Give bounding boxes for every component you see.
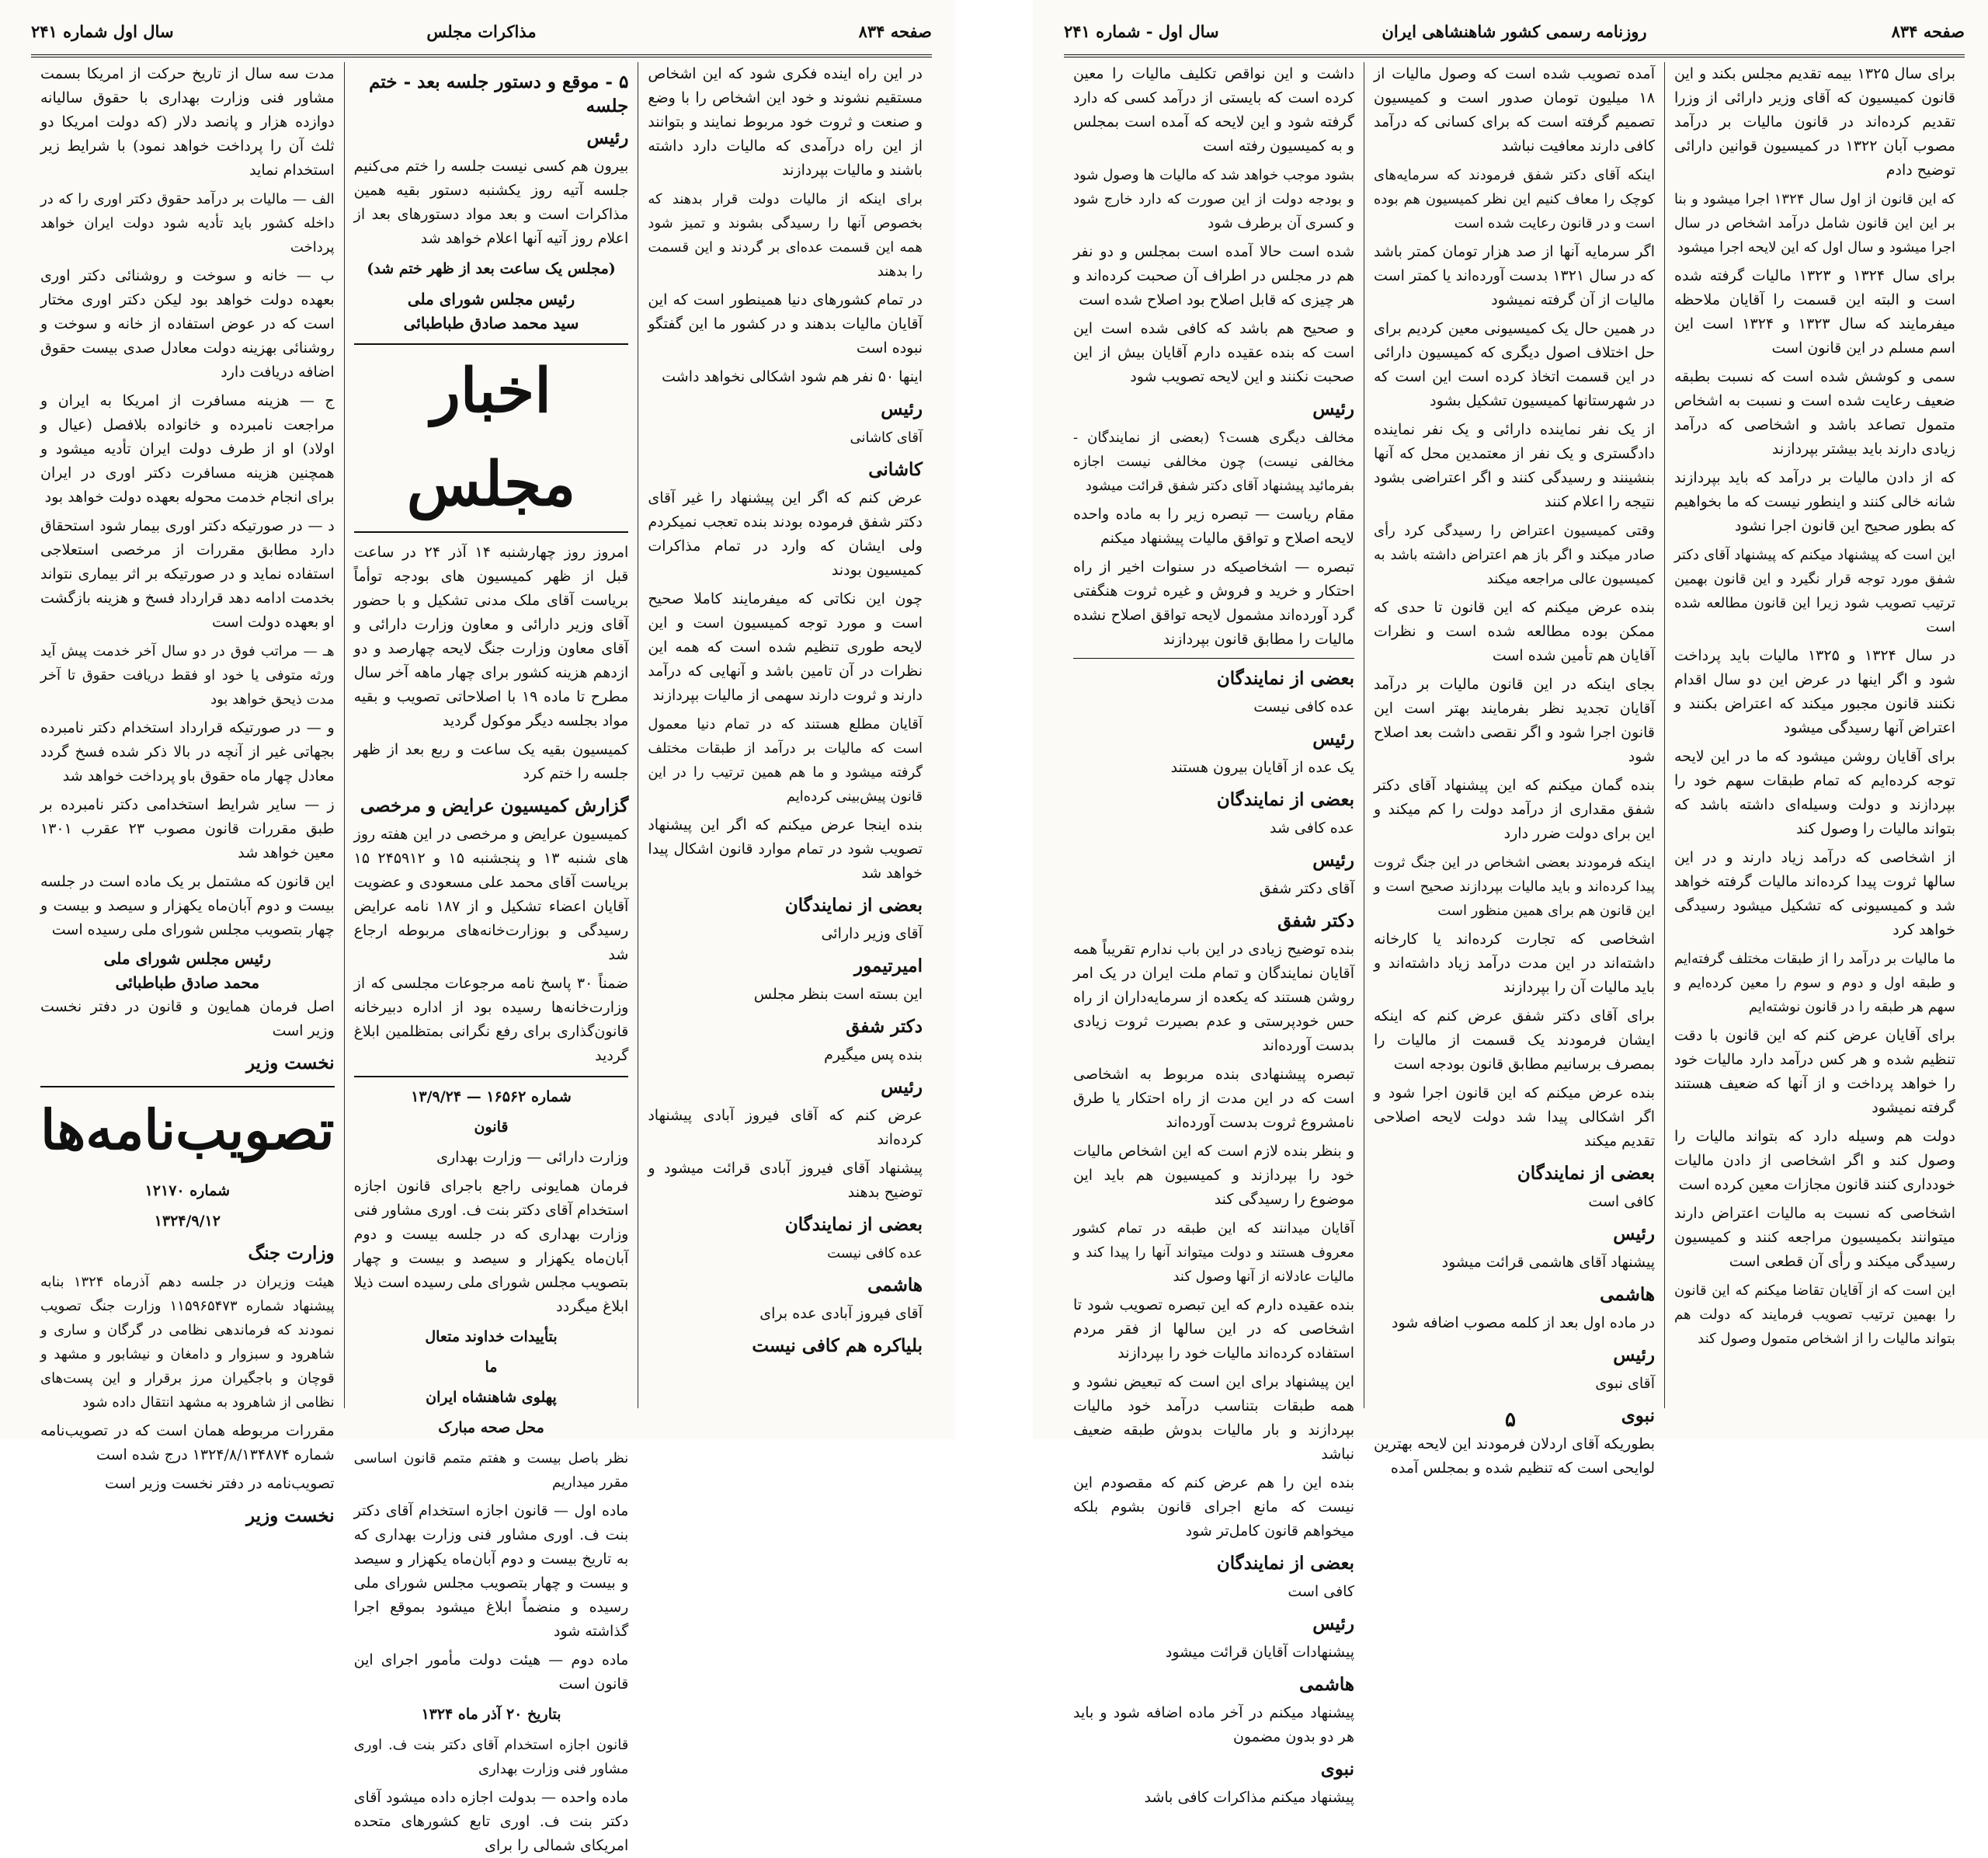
right-columns (1064, 62, 1965, 1806)
speaker-text: کافی است (1588, 1193, 1655, 1210)
speaker-name: رئیس (1312, 729, 1354, 750)
paragraph: بشود موجب خواهد شد که مالیات ها وصول شود و بودجه دولت از این صورت که دارد خارج شود و کسری آن برطرف شود (1073, 167, 1354, 231)
speaker-text: آقای فیروز آبادی عده برای (759, 1305, 923, 1322)
speaker-name: هاشمی (1600, 1284, 1655, 1305)
speaker-text: آقای کاشانی (850, 430, 923, 446)
paragraph: این است که پیشنهاد میکنم که پیشنهاد آقای دکتر شفق مورد توجه قرار نگیرد و این قانون بهمین ترتیب تصویب شود زیرا این قانون مطالعه شده است (1674, 547, 1955, 635)
speaker-name: رئیس (1312, 398, 1354, 419)
paragraph: در همین حال یک کمیسیونی معین کردیم برای حل اختلاف اصول دیگری که کمیسیون دارائی در این قسمت اتخاذ کرده است این است که در شهرستانها کمیسیون تشکیل بشود (1374, 320, 1655, 409)
speaker-text: کافی است (1288, 1583, 1354, 1600)
speaker-name: بعضی از نمایندگان (784, 895, 923, 916)
paragraph: این است که از آقایان تقاضا میکنم که این قانون را بهمین ترتیب تصویب فرمایند که دولت هم بتواند مالیات را از اشخاص متمول وصول کند (1674, 1282, 1955, 1347)
paragraph: در این راه اینده فکری شود که این اشخاص مستقیم نشوند و خود این اشخاص را با وضع و صنعت و ثروت خود مربوط نمایند و بتوانند از این راه درآمدی که مالیات دارد داشته باشند و مالیات بپردازند (648, 65, 923, 179)
law-heading: قانون (474, 1119, 509, 1136)
left-column-2 (344, 62, 638, 1854)
paragraph: د — در صورتیکه دکتر اوری بیمار شود استحقاق دارد مطابق مقررات از مرخصی استعلاجی استفاده نماید و در صورتیکه بر اثر بیماری نتواند بخدمت ادامه دهد قرارداد فسخ و هزینه بازگشت او بعهده دولت است (40, 517, 335, 631)
paragraph: بنده عرض میکنم که این قانون تا حدی که ممکن بوده مطالعه شده است و نظرات آقایان هم تأمین شده است (1374, 599, 1655, 664)
paragraph: امروز روز چهارشنبه ۱۴ آذر ۲۴ در ساعت قبل از ظهر کمیسیون های بودجه توأماً بریاست آقای ملک مدنی تشکیل و با حضور آقای وزیر دارائی و معاون وزارت دارائی و آقای معاون وزارت جنگ لایحه چهارصد و دو ازدهم هزینه کشور برای چهار ماهه آخر سال مطرح تا ماده ۱۹ با اصلاحاتی تصویب و بقیه مواد بجلسه دیگر موکول گردید (353, 544, 629, 729)
left-newspaper-page (0, 0, 955, 1854)
speaker-name: بلیاکره هم کافی نیست (752, 1335, 923, 1356)
right-column-3 (1064, 62, 1364, 1806)
paragraph: الف — مالیات بر درآمد حقوق دکتر اوری را که در داخله کشور باید تأدیه شود دولت ایران خواهد پرداخت (40, 191, 335, 256)
paragraph: مقام ریاست — تبصره زیر را به ماده واحده لایحه اصلاح و تواقق مالیات پیشنهاد میکنم (1073, 506, 1354, 547)
paragraph: ماده اول — قانون اجازه استخدام آقای دکتر بنت ف. اوری مشاور فنی وزارت بهداری که به تاریخ بیست و دوم آبان‌ماه یکهزار و سیصد و بیست و چهار بتصویب مجلس شورای ملی رسیده و منضماً ابلاغ میشود بموقع اجرا گذاشته شود (353, 1502, 629, 1640)
speaker-text: بنده توضیح زیادی در این باب ندارم تقریباً همه آقایان نمایندگان و تمام ملت ایران در یک امر روشن هستند که یکعده از سرمایه‌داران از راه حس خودپرستی و عدم بصیرت ثروت زیادی بدست آورده‌اند (1073, 941, 1354, 1054)
speaker-name: رئیس (1613, 1223, 1655, 1244)
paragraph: دولت هم وسیله دارد که بتواند مالیات را وصول کند و اگر اشخاصی از دادن مالیات خودداری کنند قانون مجازات معین کرده است (1674, 1128, 1955, 1193)
speaker-name: بعضی از نمایندگان (1216, 789, 1354, 810)
speaker-text: پیشنهاد میکنم مذاکرات کافی باشد (1144, 1789, 1354, 1806)
paragraph: بنده اینجا عرض میکنم که اگر این پیشنهاد تصویب شود در تمام موارد قانون اشکال پیدا خواهد شد (648, 816, 923, 882)
decree-date: ۱۳۲۴/۹/۱۲ (154, 1213, 221, 1230)
right-column-2 (1364, 62, 1664, 1477)
speaker-text: آقای نبوی (1595, 1375, 1655, 1392)
divider (354, 1076, 629, 1077)
decree-line: بتأییدات خداوند متعال (425, 1328, 558, 1345)
speaker-name: بعضی از نمایندگان (1216, 1553, 1354, 1574)
signature-title: رئیس مجلس شورای ملی (103, 949, 271, 968)
paragraph: قانون اجازه استخدام آقای دکتر بنت ف. اوری مشاور فنی وزارت بهداری (353, 1737, 629, 1777)
paragraph: پیشنهاد آقای فیروز آبادی قرائت میشود و توضیح بدهند (648, 1160, 923, 1201)
speaker-text: عده کافی نیست (1253, 698, 1354, 715)
signature-title: نخست وزیر (245, 1505, 335, 1526)
speaker-name: رئیس (881, 1077, 923, 1098)
paragraph: سمی و کوشش شده است که نسبت بطبقه ضعیف رعایت شده است و نسبت به اشخاص متمول تصاعد باشد و اشخاصی که درآمد زیادی دارند باید بیشتر بپردازند (1674, 368, 1955, 458)
left-header-issue: سال اول شماره ۲۴۱ (31, 22, 174, 41)
speaker-text: عرض کنم که آقای فیروز آبادی پیشنهاد کرده‌اند (648, 1107, 923, 1148)
paragraph: هیئت وزیران در جلسه دهم آذرماه ۱۳۲۴ بنابه پیشنهاد شماره ۱۱۵۹۶۵۴۷۳ وزارت جنگ تصویب نمودند که فرماندهی نظامی در گرگان و ساری و شاهرود و سبزوار و دامغان و نیشابور و مشهد و قوچان و باجگیران مرز برقرار و این پست‌های نظامی از شاهرود به مشهد انتقال داده شود (40, 1274, 335, 1411)
ministry-name: وزارت جنگ (248, 1243, 335, 1264)
paragraph: تصویب‌نامه در دفتر نخست وزیر است (104, 1475, 335, 1492)
paragraph: ج — هزینه مسافرت از امریکا به ایران و مراجعت نامبرده و خانواده بلافصل (عیال و اولاد) او از طرف دولت ایران تأدیه میشود و همچنین هزینه مسافرت دکتر اوری در ایران برای انجام خدمت محوله بعهده دولت خواهد بود (40, 392, 335, 506)
paragraph: برای سال ۱۳۲۴ و ۱۳۲۳ مالیات گرفته شده است و البته این قسمت را آقایان ملاحظه میفرمایند که سال ۱۳۲۳ و ۱۳۲۴ است این اسم مسلم در این قانون است (1674, 267, 1955, 357)
speaker-name: هاشمی (867, 1275, 923, 1296)
right-header-issue: سال اول - شماره ۲۴۱ (1064, 22, 1219, 41)
session-close-note: (مجلس یک ساعت بعد از ظهر ختم شد) (367, 260, 616, 277)
speaker-name: بعضی از نمایندگان (784, 1214, 923, 1235)
left-header-page-number: صفحه ۸۳۴ (858, 22, 932, 41)
decree-line: ما (485, 1359, 498, 1376)
paragraph: بنده این را هم عرض کنم که مقصودم این نیست که مانع اجرای قانون بشوم بلکه میخواهم قانون کامل‌تر شود (1073, 1474, 1354, 1540)
section-heading: ۵ - موقع و دستور جلسه بعد - ختم جلسه (369, 71, 629, 117)
section-heading: گزارش کمیسیون عرایض و مرخصی (360, 795, 629, 816)
law-number-line: شماره ۱۶۵۶۲ — ۱۳/۹/۲۴ (411, 1088, 572, 1105)
speaker-text: آقای دکتر شفق (1259, 880, 1354, 897)
paragraph: ب — خانه و سوخت و روشنائی دکتر اوری بعهده دولت خواهد بود لیکن دکتر اوری مختار است که در عوض استفاده از خانه و سوخت و روشنائی بهزینه دولت معادل صدی بیست حقوق اضافه دریافت دارد (40, 267, 335, 381)
paragraph: شده است حالا آمده است بمجلس و دو نفر هم در مجلس در اطراف آن صحبت کرده‌اند و هر چیزی که قابل اصلاح بود اصلاح شده است (1073, 243, 1354, 308)
right-page-header (1064, 14, 1965, 57)
speaker-text: بیرون هم کسی نیست جلسه را ختم می‌کنیم جلسه آتیه روز یکشنبه دستور بقیه همین مذاکرات است و بعد مواد دستورهای بعد از اعلام روز آتیه آنها اعلام خواهد شد (353, 158, 629, 247)
signature-name: سید محمد صادق طباطبائی (403, 314, 579, 332)
paragraph: اشخاصی که تجارت کرده‌اند یا کارخانه داشته‌اند در این مدت درآمد زیاد داشته‌اند و باید مالیات آن را بپردازند (1374, 931, 1655, 996)
paragraph: و — در صورتیکه قرارداد استخدام دکتر نامبرده بجهاتی غیر از آنچه در بالا ذکر شده فسخ گردد معادل چهار ماه حقوق باو پرداخت خواهد شد (40, 719, 335, 785)
speaker-text: بطوریکه آقای اردلان فرمودند این لایحه بهترین لوایحی است که تنظیم شده و بمجلس آمده (1374, 1435, 1655, 1477)
signature-title: رئیس مجلس شورای ملی (407, 290, 575, 308)
paragraph: فرمان همایونی راجع باجرای قانون اجازه استخدام آقای دکتر بنت ف. اوری مشاور فنی وزارت بهداری که در جلسه بیست و دوم آبان‌ماه یکهزار و سیصد و بیست و چهار بتصویب مجلس شورای ملی رسیده است ذیلا ابلاغ میگردد (353, 1178, 629, 1315)
decree-line: پهلوی شاهنشاه ایران (426, 1389, 557, 1406)
paragraph: برای آقایان عرض کنم که این قانون با دقت تنظیم شده و هر کس درآمد دارد مالیات خود را خواهد پرداخت و از آنها که ضعیف هستند گرفته نمیشود (1674, 1027, 1955, 1116)
paragraph: ز — سایر شرایط استخدامی دکتر نامبرده بر طبق مقررات قانون مصوب ۲۳ عقرب ۱۳۰۱ معین خواهد شد (40, 796, 335, 861)
page-footer-number: ۵ (1505, 1408, 1516, 1432)
paragraph: اینکه آقای دکتر شفق فرمودند که سرمایه‌های کوچک را معاف کنیم این نظر کمیسیون هم بوده است و در قانون رعایت شده است (1374, 167, 1655, 231)
speaker-text: آقای وزیر دارائی (821, 925, 923, 942)
paragraph: اشخاصی که نسبت به مالیات اعتراض دارند میتوانند بکمیسیون مراجعه کنند و کمیسیون رسیدگی میکند و رأی آن قطعی است (1674, 1205, 1955, 1270)
speaker-name: دکتر شفق (1277, 910, 1354, 931)
speaker-text: عرض کنم که اگر این پیشنهاد را غیر آقای دکتر شفق فرموده بودند بنده تعجب نمیکردم ولی ایشان که وارد در تمام مذاکرات کمیسیون بودند (648, 489, 923, 579)
speaker-text: پیشنهادات آقایان قرائت میشود (1165, 1644, 1354, 1661)
paragraph: بجای اینکه در این قانون مالیات بر درآمد آقایان تجدید نظر بفرمایند بهتر است این قانون اجرا شود و اگر نقصی داشت بعد اصلاح شود (1374, 676, 1655, 765)
divider (1073, 658, 1354, 659)
paragraph: اصل فرمان همایون و قانون در دفتر نخست وزیر است (40, 998, 335, 1039)
paragraph: مدت سه سال از تاریخ حرکت از امریکا بسمت مشاور فنی وزارت بهداری با حقوق سالیانه دوازده هزار و پانصد دلار (که دولت امریکا دو ثلث آن را پرداخت خواهد نمود) با شرایط زیر استخدام نماید (40, 65, 335, 179)
paragraph: از یک نفر نماینده دارائی و یک نفر نماینده دادگستری و یک نفر از معتمدین محل که آنها بنشینند و رسیدگی کنند و اگر اعتراضی بشود نتیجه را اعلام کنند (1374, 421, 1655, 510)
paragraph: کمیسیون بقیه یک ساعت و ربع بعد از ظهر جلسه را ختم کرد (353, 741, 629, 782)
paragraph: بنده گمان میکنم که این پیشنهاد آقای دکتر شفق مقداری از درآمد دولت را کم میکند و این برای دولت ضرر دارد (1374, 777, 1655, 842)
paragraph: آقایان میدانند که این طبقه در تمام کشور معروف هستند و دولت میتواند آنها را پیدا کند و مالیات عادلانه از آنها وصول کند (1073, 1220, 1354, 1285)
speaker-name: رئیس (586, 127, 629, 148)
speaker-name: نبوی (1320, 1759, 1354, 1780)
right-newspaper-page (1033, 0, 1988, 1806)
paragraph: برای آقایان روشن میشود که ما در این لایحه توجه کرده‌ایم که تمام طبقات سهم خود را بپردازند و دولت وسیله‌ای داشته باشد که بتواند مالیات را وصول کند (1674, 748, 1955, 837)
paragraph: این قانون که مشتمل بر یک ماده است در جلسه بیست و دوم آبان‌ماه یکهزار و سیصد و بیست و چهار بتصویب مجلس شورای ملی رسیده است (40, 873, 335, 938)
akhbar-majlis-masthead: اخبار مجلس (354, 343, 629, 533)
speaker-text: عده کافی نیست (827, 1245, 923, 1261)
right-column-1 (1664, 62, 1965, 1408)
speaker-text: پیشنهاد آقای هاشمی قرائت میشود (1441, 1254, 1655, 1271)
right-header-page-number: صفحه ۸۳۴ (1891, 22, 1965, 41)
decree-line: محل صحه مبارک (438, 1419, 544, 1436)
speaker-name: بعضی از نمایندگان (1216, 668, 1354, 689)
paragraph: اینها ۵۰ نفر هم شود اشکالی نخواهد داشت (662, 368, 923, 385)
speaker-name: رئیس (1312, 1613, 1354, 1634)
paragraph: بنده عرض میکنم که این قانون اجرا شود و اگر اشکالی پیدا شد دولت لایحه اصلاحی تقدیم میکند (1374, 1084, 1655, 1150)
speaker-name: رئیس (881, 398, 923, 419)
right-header-title: روزنامه رسمی کشور شاهنشاهی ایران (1382, 22, 1647, 41)
paragraph: نظر باصل بیست و هفتم متمم قانون اساسی مقرر میداریم (353, 1450, 629, 1491)
speaker-text: پیشنهاد میکنم در آخر ماده اضافه شود و باید هر دو بدون مضمون (1073, 1704, 1354, 1745)
paragraph: وقتی کمیسیون اعتراض را رسیدگی کرد رأی صادر میکند و اگر باز هم اعتراض داشته باشد به کمیسیون عالی مراجعه میکند (1374, 523, 1655, 587)
speaker-name: بعضی از نمایندگان (1517, 1163, 1655, 1184)
speaker-text: بنده پس میگیرم (824, 1046, 923, 1063)
paragraph: چون این نکاتی که میفرمایند کاملا صحیح است و مورد توجه کمیسیون است و این لایحه طوری تنظیم شده است که همه این نظرات در آن تامین باشد و آنهایی که درآمد دارند و ثروت دارند سهمی از مالیات بپردازند (648, 590, 923, 704)
paragraph: ما مالیات بر درآمد را از طبقات مختلف گرفته‌ایم و طبقه اول و دوم و سوم را معین کرده‌ایم و سهم هر طبقه را در قانون نوشته‌ایم (1674, 951, 1955, 1015)
paragraph: از اشخاصی که درآمد زیاد دارند و در این سالها ثروت پیدا کرده‌اند مالیات گرفته خواهد شد و کمیسیونی که تشکیل میشود رسیدگی خواهد کرد (1674, 849, 1955, 938)
speaker-name: رئیس (1613, 1345, 1655, 1366)
speaker-name: دکتر شفق (846, 1016, 923, 1037)
paragraph: و صحیح هم باشد که کافی شده است این است که بنده عقیده دارم آقایان بیش از این صحبت نکنند و این لایحه تصویب شود (1073, 320, 1354, 385)
paragraph: و بنظر بنده لازم است که این اشخاص مالیات خود را بپردازند و کمیسیون هم باید این موضوع را رسیدگی کند (1073, 1143, 1354, 1208)
paragraph: این پیشنهاد برای این است که تبعیض نشود و همه طبقات بتناسب درآمد خود مالیات بپردازند و بار مالیات بدوش طبقه ضعیف نباشد (1073, 1373, 1354, 1463)
paragraph: برای سال ۱۳۲۵ بیمه تقدیم مجلس بکند و این قانون کمیسیون که آقای وزیر دارائی از وزرا تقدیم کرده‌اند در قانون مالیات بر درآمد مصوب آبان ۱۳۲۲ در کمیسیون قوانین دارائی توضیح دادم (1674, 65, 1956, 179)
paragraph: در سال ۱۳۲۴ و ۱۳۲۵ مالیات باید پرداخت شود و اگر اینها در عرض این دو سال اقدام نکنند قانون مجبور میکند که اعتراض بکنند و اعتراض آنها رسیدگی میشود (1674, 647, 1955, 736)
paragraph: در تمام کشورهای دنیا همینطور است که این آقایان مالیات بدهند و در کشور ما این گفتگو نبوده است (648, 291, 923, 357)
speaker-name: امیرتیمور (854, 955, 923, 976)
speaker-name: نبوی (1621, 1405, 1655, 1426)
left-column-3 (31, 62, 344, 1526)
paragraph: که از دادن مالیات بر درآمد که باید بپردازند شانه خالی کنند و اینطور نیست که ما بخواهیم که بطور صحیح این قانون اجرا نشود (1674, 469, 1955, 534)
signature-name: محمد صادق طباطبائی (115, 973, 260, 992)
signature-title: نخست وزیر (245, 1053, 335, 1073)
paragraph: تبصره پیشنهادی بنده مربوط به اشخاصی است که در این مدت از راه احتکار یا طرق نامشروع ثروت بدست آورده‌اند (1073, 1066, 1354, 1131)
paragraph: داشت و این نواقص تکلیف مالیات را معین کرده است که بایستی از درآمد کسی که دارد گرفته شود و این لایحه که آمده است بمجلس و به کمیسیون رفته است (1073, 65, 1354, 155)
left-columns (31, 62, 932, 1854)
paragraph: که این قانون از اول سال ۱۳۲۴ اجرا میشود و بنا بر این این قانون شامل درآمد اشخاص در سال اجرا میشود و سال اول که این لایحه اجرا میشود (1674, 191, 1955, 256)
speaker-text: مخالف دیگری هست؟ (بعضی از نمایندگان - مخالفی نیست) چون مخالفی نیست اجازه بفرمائید پیشنهاد آقای دکتر شفق قرائت میشود (1073, 430, 1354, 494)
paragraph: ماده دوم — هیئت دولت مأمور اجرای این قانون است (353, 1651, 629, 1693)
paragraph: اگر سرمایه آنها از صد هزار تومان کمتر باشد که در سال ۱۳۲۱ بدست آورده‌اند یا کمتر است مالیات از آن گرفته نمیشود (1374, 243, 1655, 308)
page-gutter (955, 0, 1033, 1439)
speaker-name: رئیس (1312, 850, 1354, 871)
speaker-text: این بسته است بنظر مجلس (753, 986, 923, 1003)
paragraph: آمده تصویب شده است که وصول مالیات از ۱۸ میلیون تومان صدور است و کمیسیون تصمیم گرفته است که برای کسانی که درآمد کافی دارند معافیت نباشد (1374, 65, 1655, 155)
left-header-title: مذاکرات مجلس (426, 22, 537, 41)
speaker-text: عده کافی شد (1270, 819, 1354, 837)
paragraph: برای آقای دکتر شفق عرض کنم که اینکه ایشان فرمودند یک قسمت از مالیات را بمصرف برسانیم مطابق قانون بودجه است (1374, 1007, 1655, 1073)
paragraph: مقررات مربوطه همان است که در تصویب‌نامه شماره ۱۳۲۴/۸/۱۳۴۸۷۴ درج شده است (40, 1422, 335, 1463)
paragraph: ضمناً ۳۰ پاسخ نامه مرجوعات مجلسی که از وزارت‌خانه‌ها رسیده بود از اداره دبیرخانه قانون‌گذاری برای رفع نگرانی بمتظلمین ابلاغ گردید (353, 975, 629, 1064)
paragraph: اینکه فرمودند بعضی اشخاص در این جنگ ثروت پیدا کرده‌اند و باید مالیات بپردازند صحیح است و این قانون هم برای همین منظور است (1374, 854, 1655, 919)
speaker-text: یک عده از آقایان بیرون هستند (1170, 759, 1354, 776)
speaker-name: کاشانی (868, 459, 923, 480)
paragraph: وزارت دارائی — وزارت بهداری (436, 1149, 629, 1166)
paragraph: برای اینکه از مالیات دولت قرار بدهند که بخصوص آنها را رسیدگی بشوند و تمیز شود همه این قسمت عده‌ای بر گردند و این قسمت را بدهند (648, 191, 923, 280)
paragraph: تبصره — اشخاصیکه در سنوات اخیر از راه احتکار و خرید و فروش و غیره ثروت هنگفتی گرد آورده‌اند مشمول لایحه تواقق اصلاح نشده مالیات را مطابق قانون بپردازند (1073, 558, 1354, 648)
left-page-header (31, 14, 932, 57)
left-column-1 (638, 62, 932, 1408)
paragraph: هـ — مراتب فوق در دو سال آخر خدمت پیش آید ورثه متوفی یا خود او فقط دریافت حقوق تا آخر مدت ذیحق خواهد بود (40, 643, 335, 708)
tasvibnameha-masthead: تصویب‌نامه‌ها (40, 1086, 335, 1173)
speaker-name: هاشمی (1299, 1674, 1354, 1695)
paragraph: ماده واحده — بدولت اجازه داده میشود آقای دکتر بنت ف. اوری تابع کشورهای متحده امریکای شمالی را برای (353, 1789, 629, 1854)
paragraph: بنده عقیده دارم که این تبصره تصویب شود تا اشخاصی که در این سالها از فقر مردم استفاده کرده‌اند مالیات خود را بپردازند (1073, 1296, 1354, 1362)
date-line: بتاریخ ۲۰ آذر ماه ۱۳۲۴ (421, 1706, 561, 1723)
decree-number: شماره ۱۲۱۷۰ (144, 1182, 231, 1199)
paragraph: آقایان مطلع هستند که در تمام دنیا معمول است که مالیات بر درآمد از طبقات مختلف گرفته میشود و ما هم همین ترتیب را در این قانون پیش‌بینی کرده‌ایم (648, 716, 923, 805)
speaker-text: در ماده اول بعد از کلمه مصوب اضافه شود (1391, 1314, 1655, 1331)
paragraph: کمیسیون عرایض و مرخصی در این هفته روز های شنبه ۱۳ و پنجشنبه ۱۵ و ۲۴۵۹۱۲ ۱۵ بریاست آقای محمد علی مسعودی و عضویت آقایان اعضاء تشکیل و از ۱۸۷ نامه عرایض رسیدگی و بوزارت‌خانه‌های مربوطه ارجاع شد (353, 826, 629, 963)
